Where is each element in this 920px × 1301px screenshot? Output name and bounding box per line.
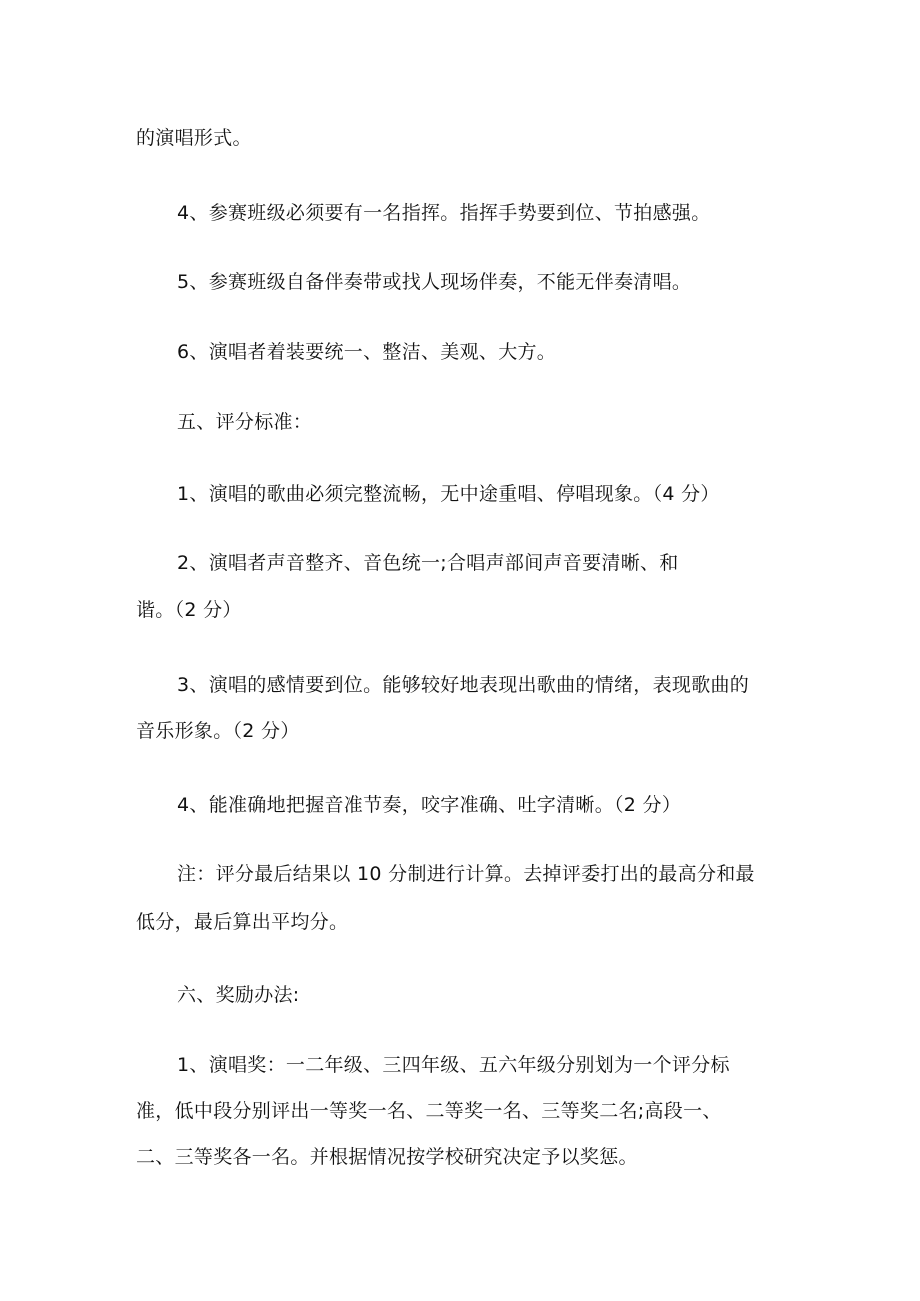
text-line-3: 5、参赛班级自备伴奏带或找人现场伴奏，不能无伴奏清唱。 [177,271,692,293]
text-line-12: 注：评分最后结果以 10 分制进行计算。去掉评委打出的最高分和最 [177,863,755,885]
text-line-8: 谐。（2 分） [136,599,242,621]
text-line-15: 1、演唱奖：一二年级、三四年级、五六年级分别划为一个评分标 [177,1054,730,1076]
text-line-9: 3、演唱的感情要到位。能够较好地表现出歌曲的情绪，表现歌曲的 [177,674,750,696]
text-line-10: 音乐形象。（2 分） [136,720,300,742]
text-line-4: 6、演唱者着装要统一、整洁、美观、大方。 [177,341,557,363]
text-line-5: 五、评分标准： [177,411,313,433]
text-line-11: 4、能准确地把握音准节奏，咬字准确、吐字清晰。（2 分） [177,794,682,816]
text-line-14: 六、奖励办法: [177,984,300,1006]
text-line-2: 4、参赛班级必须要有一名指挥。指挥手势要到位、节拍感强。 [177,202,711,224]
text-line-1: 的演唱形式。 [136,127,252,149]
text-line-7: 2、演唱者声音整齐、音色统一;合唱声部间声音要清晰、和 [177,552,679,574]
text-line-16: 准，低中段分别评出一等奖一名、二等奖一名、三等奖二名;高段一、 [136,1100,722,1122]
text-line-17: 二、三等奖各一名。并根据情况按学校研究决定予以奖惩。 [136,1146,638,1168]
text-line-6: 1、演唱的歌曲必须完整流畅，无中途重唱、停唱现象。（4 分） [177,483,720,505]
text-line-13: 低分，最后算出平均分。 [136,911,349,933]
